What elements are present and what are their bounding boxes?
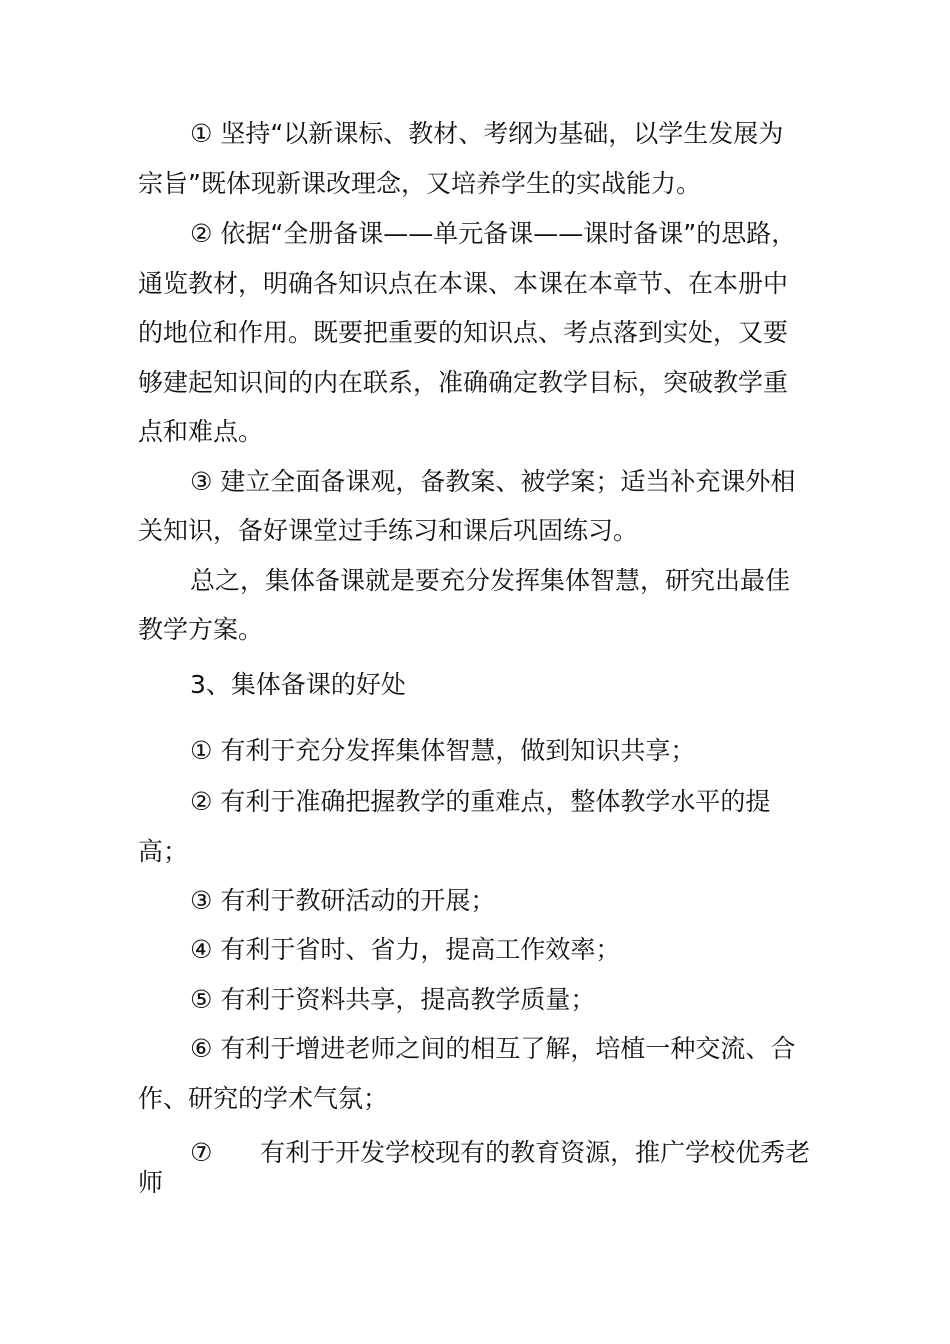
text-line: ② 有利于准确把握教学的重难点，整体教学水平的提 (190, 787, 771, 816)
text-line: ⑤ 有利于资料共享，提高教学质量； (190, 985, 596, 1014)
text-line: ⑥ 有利于增进老师之间的相互了解，培植一种交流、合 (190, 1034, 796, 1063)
text-line: 通览教材，明确各知识点在本课、本课在本章节、在本册中 (138, 269, 789, 298)
text-line: 的地位和作用。既要把重要的知识点、考点落到实处，又要 (138, 318, 789, 347)
text-line: ⑦ 有利于开发学校现有的教育资源，推广学校优秀老 (190, 1138, 811, 1167)
text-line: ① 坚持“以新课标、教材、考纲为基础，以学生发展为 (190, 119, 784, 148)
text-line: 教学方案。 (138, 615, 264, 644)
section-heading: 3、集体备课的好处 (190, 670, 406, 699)
text-line: 总之，集体备课就是要充分发挥集体智慧，研究出最佳 (190, 566, 791, 595)
text-line: 点和难点。 (138, 417, 264, 446)
text-line: ④ 有利于省时、省力，提高工作效率； (190, 935, 621, 964)
text-line: 高； (138, 837, 189, 866)
text-line: 师 (138, 1168, 164, 1197)
text-line: 宗旨”既体现新课改理念，又培养学生的实战能力。 (138, 169, 701, 198)
text-line: ② 依据“全册备课——单元备课——课时备课”的思路， (190, 219, 797, 248)
text-line: ③ 建立全面备课观，备教案、被学案；适当补充课外相 (190, 467, 796, 496)
text-line: 作、研究的学术气氛； (138, 1084, 389, 1113)
text-line: 关知识，备好课堂过手练习和课后巩固练习。 (138, 516, 639, 545)
text-line: ① 有利于充分发挥集体智慧，做到知识共享； (190, 736, 696, 765)
text-line: 够建起知识间的内在联系，准确确定教学目标，突破教学重 (138, 368, 789, 397)
text-line: ③ 有利于教研活动的开展； (190, 886, 496, 915)
